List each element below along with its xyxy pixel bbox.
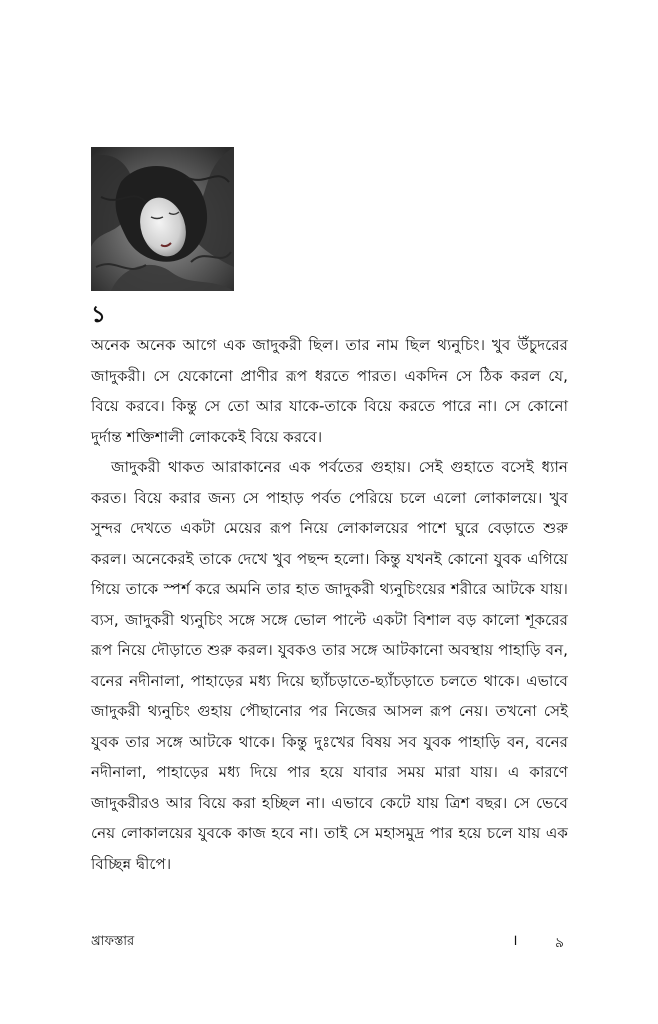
paragraph: জাদুকরী থাকত আরাকানের এক পর্বতের গুহায়। সেই গুহাতে বসেই ধ্যান করত। বিয়ে করার জন্য সে পাহাড় পর্বত পেরিয়ে চলে এলো লোকালয়ে। খুব সুন্দর দেখতে একটা মেয়ের রূপ নিয়ে লোকালয়ের পাশে ঘুরে বেড়াতে শুরু করল। অনেকেরই তাকে দেখে খুব পছন্দ হলো। কিন্তু যখনই কোনো যুবক এগিয়ে গিয়ে তাকে স্পর্শ করে অমনি তার হাত জাদুকরী থ্যনুচিংয়ের শরীরে আটকে যায়। ব্যস, জাদুকরী থ্যনুচিং সঙ্গে সঙ্গে ভোল পাল্টে একটা বিশাল বড় কালো শূকরের রূপ নিয়ে দৌড়াতে শুরু করল। যুবকও তার সঙ্গে আটকানো অবস্থায় পাহাড়ি বন, বনের নদীনালা, পাহাড়ের মধ্য দিয়ে ছ্যাঁচড়াতে-ছ্যাঁচড়াতে চলতে থাকে। এভাবে জাদুকরী থ্যনুচিং গুহায় পৌছানোর পর নিজের আসল রূপ নেয়। তখনো সেই যুবক তার সঙ্গে আটকে থাকে। কিন্তু দুঃখের বিষয় সব যুবক পাহাড়ি বন, বনের নদীনালা, পাহাড়ের মধ্য দিয়ে পার হয়ে যাবার সময় মারা যায়। এ কারণে জাদুকরীরও আর বিয়ে করা হচ্ছিল না। এভাবে কেটে যায় ত্রিশ বছর। সে ভেবে নেয় লোকালয়ের যুবকে কাজ হবে না। তাই সে মহাসমুদ্র পার হয়ে চলে যায় এক বিচ্ছিন্ন দ্বীপে। <box>91 458 568 873</box>
book-title: খ্রাফস্তার <box>91 934 135 949</box>
page-footer <box>91 930 568 952</box>
page-number: ৯ <box>554 935 564 951</box>
chapter-body <box>91 330 568 879</box>
chapter-illustration <box>91 147 234 291</box>
footer-separator: । <box>512 931 518 949</box>
paragraph: অনেক অনেক আগে এক জাদুকরী ছিল। তার নাম ছিল থ্যনুচিং। খুব উঁচুদরের জাদুকরী। সে যেকোনো প্রাণীর রূপ ধরতে পারত। একদিন সে ঠিক করল যে, বিয়ে করবে। কিন্তু সে তো আর যাকে-তাকে বিয়ে করতে পারে না। সে কোনো দুর্দান্ত শক্তিশালী লোককেই বিয়ে করবে। <box>91 336 568 446</box>
chapter-number: ১ <box>91 302 106 328</box>
